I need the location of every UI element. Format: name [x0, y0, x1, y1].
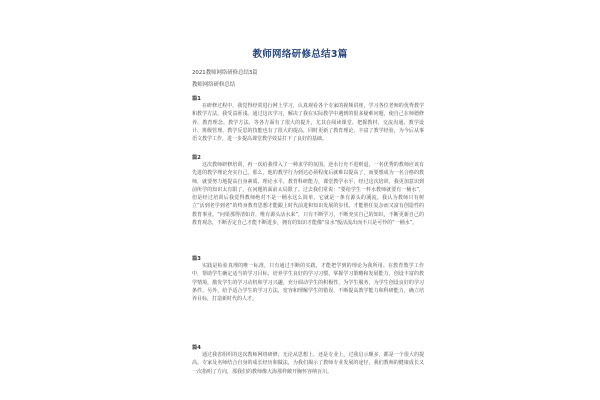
document-title: 教师网络研修总结3篇 — [252, 49, 348, 60]
section-2-label: 篇2 — [192, 155, 201, 161]
section-1-text: 在研修过程中，我觉得经常进行网上学习，认真观看各个专家的视频讲座，学习各位老师的优秀教学和教学方法，我受益匪浅。通过这次学习，解决了我在实际教学中遇到的很多疑难问题，使自己在师德修养、教育理念、教学方法、等各方面有了很大的提升，尤其在阅读课堂、把握教材、交流沟通、教学设计、班级管理、教学反思的技能也有了很大的提高，同时更新了教育理论，丰富了教学经验，为今后从事语文教学工作，进一步提高课堂教学效益打下了良好的基础。 — [192, 103, 424, 143]
section-4-label: 篇4 — [192, 345, 201, 351]
section-1-label: 篇1 — [192, 96, 201, 102]
section-4-text: 通过我省组织的这次教师网络研修，无论从思想上、还是专业上，过我启示颇多，都是一个很大的提高。专家及名师结合自身的成长经历和做法，为我们揭示了教师专业发展的途径，我们教师的健康成长又一次指明了方向，那我们的教师像大海那样敞开胸怀容纳百川。 — [192, 352, 424, 375]
section-3-text: 实践是检验真理的唯一标准，只有通过不断的实践，才能把学到的理论为我所用。在教育教学工作中，帮助学生确定适当的学习目标，培养学生良好的学习习惯，掌握学习策略和发展能力，创设丰富的教学情境，激发学生的学习动机和学习兴趣，充分调动学生的积极性，为学生服务，为学生创设良好的学习条件。另外，给予适合学生的学习方法，宽容和理解学生的错误，不断提高教学能力和科研能力，确立培养目标，打造新时代的人才。 — [192, 263, 424, 303]
section-2-text: 这次教师研修培训，再一次给我带入了一种求学的氛围。逆水行舟不进则退，一名优秀的教师应该有先进的教学理论充实自己。那么，他的教学行为到达必须程度后就难以提高了，而要想成为一名合格的教师，就要努力地提高自身素质、理论水平、教育科研能力，课堂教学水平，经过这次培训，我更加意识到前所学的知识太有限了，在问题的面前太局限了。过去我们常说：“要给学生一杯水教师就要有一桶水”，但是经过培训后我觉得教师绝对不是一桶水这么简单，它就是一条有源头的溪流。我认为教师只有树立“活到老学到老”的终身教育思想才能跟上时代前进和知识发展的步伐。才能胜任复杂而又富有创造性的教育事业。“问渠那得清如许，唯有源头活水来”，只有不断学习，不断充实自己的知识，不断更新自己的教育观念，不断否定自己才能不断进步，拥有的知识才能像“泉水”般活流出而不只是可怜的“一桶水”。 — [192, 162, 424, 227]
document-page — [150, 0, 450, 400]
section-3-label: 篇3 — [192, 256, 201, 262]
document-subtitle-2: 教师网络研修总结 — [192, 82, 236, 88]
document-subtitle: 2021教师网络研修总结3篇 — [192, 70, 258, 76]
